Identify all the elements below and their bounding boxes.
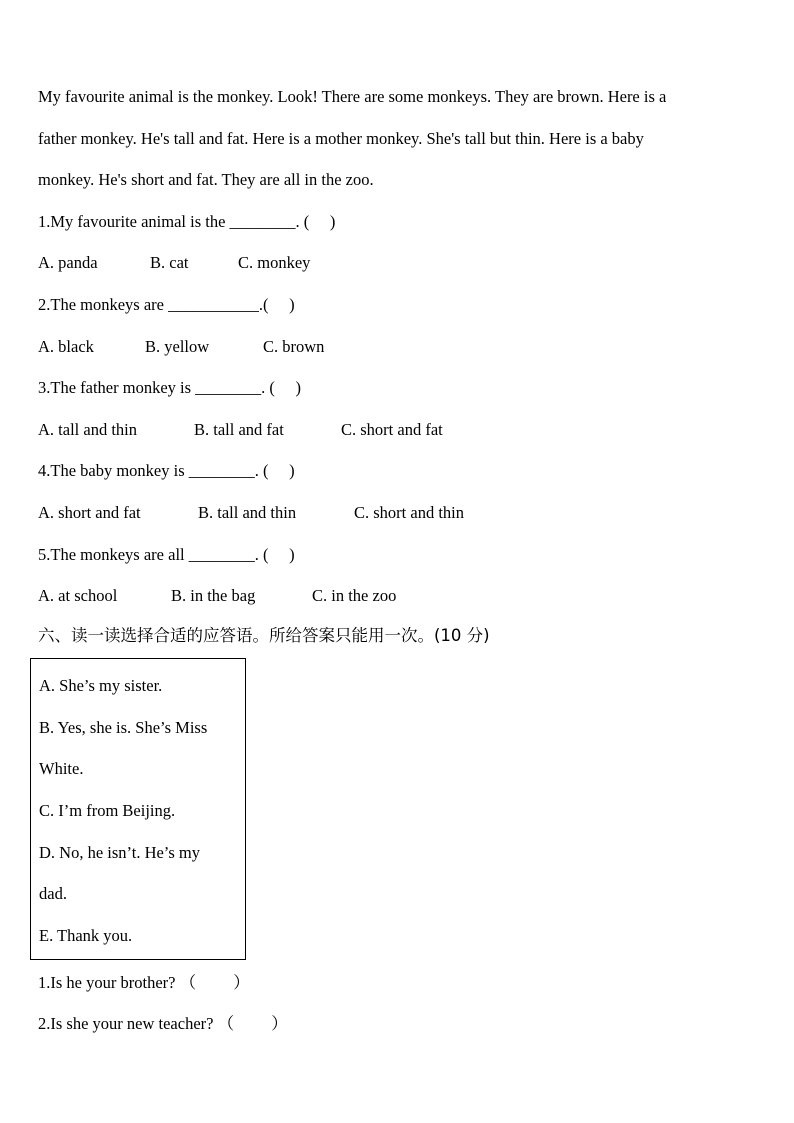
answer-choice-b-continued: White.	[39, 759, 84, 778]
answer-choice-e: E. Thank you.	[39, 926, 133, 945]
answer-choices-box	[30, 658, 246, 960]
question-1-option-a: A. panda	[38, 253, 98, 272]
answer-choice-c: C. I’m from Beijing.	[39, 801, 176, 820]
answer-choice-a: A. She’s my sister.	[39, 676, 163, 695]
question-2-option-b: B. yellow	[145, 337, 210, 356]
question-4-option-b: B. tall and thin	[198, 503, 297, 522]
question-1-option-b: B. cat	[150, 253, 189, 272]
passage-line-2: father monkey. He's tall and fat. Here is a mother monkey. She's tall but thin. Here is a baby	[38, 129, 644, 148]
question-5-option-a: A. at school	[38, 586, 118, 605]
question-1-option-c: C. monkey	[238, 253, 311, 272]
section-6-item-1: 1.Is he your brother? （ ）	[38, 973, 250, 992]
question-4-option-c: C. short and thin	[354, 503, 464, 522]
question-1-stem: 1.My favourite animal is the ________. ( )	[38, 212, 336, 231]
question-4-stem: 4.The baby monkey is ________. ( )	[38, 461, 295, 480]
answer-choice-b: B. Yes, she is. She’s Miss	[39, 718, 208, 737]
question-5-stem: 5.The monkeys are all ________. ( )	[38, 545, 295, 564]
question-5-option-c: C. in the zoo	[312, 586, 397, 605]
section-6-item-2: 2.Is she your new teacher? （ ）	[38, 1014, 288, 1033]
question-3-stem: 3.The father monkey is ________. ( )	[38, 378, 302, 397]
answer-choice-d-continued: dad.	[39, 884, 67, 903]
question-3-option-b: B. tall and fat	[194, 420, 284, 439]
question-3-option-a: A. tall and thin	[38, 420, 137, 439]
question-5-option-b: B. in the bag	[171, 586, 256, 605]
question-2-option-c: C. brown	[263, 337, 325, 356]
answer-choice-d: D. No, he isn’t. He’s my	[39, 843, 201, 862]
question-2-stem: 2.The monkeys are ___________.( )	[38, 295, 295, 314]
question-3-option-c: C. short and fat	[341, 420, 443, 439]
question-2-option-a: A. black	[38, 337, 94, 356]
section-6-heading: 六、读一读选择合适的应答语。所给答案只能用一次。(10 分)	[38, 626, 490, 645]
passage-line-3: monkey. He's short and fat. They are all in the zoo.	[38, 170, 374, 189]
question-4-option-a: A. short and fat	[38, 503, 141, 522]
passage-line-1: My favourite animal is the monkey. Look! There are some monkeys. They are brown. Here is a	[38, 87, 667, 106]
